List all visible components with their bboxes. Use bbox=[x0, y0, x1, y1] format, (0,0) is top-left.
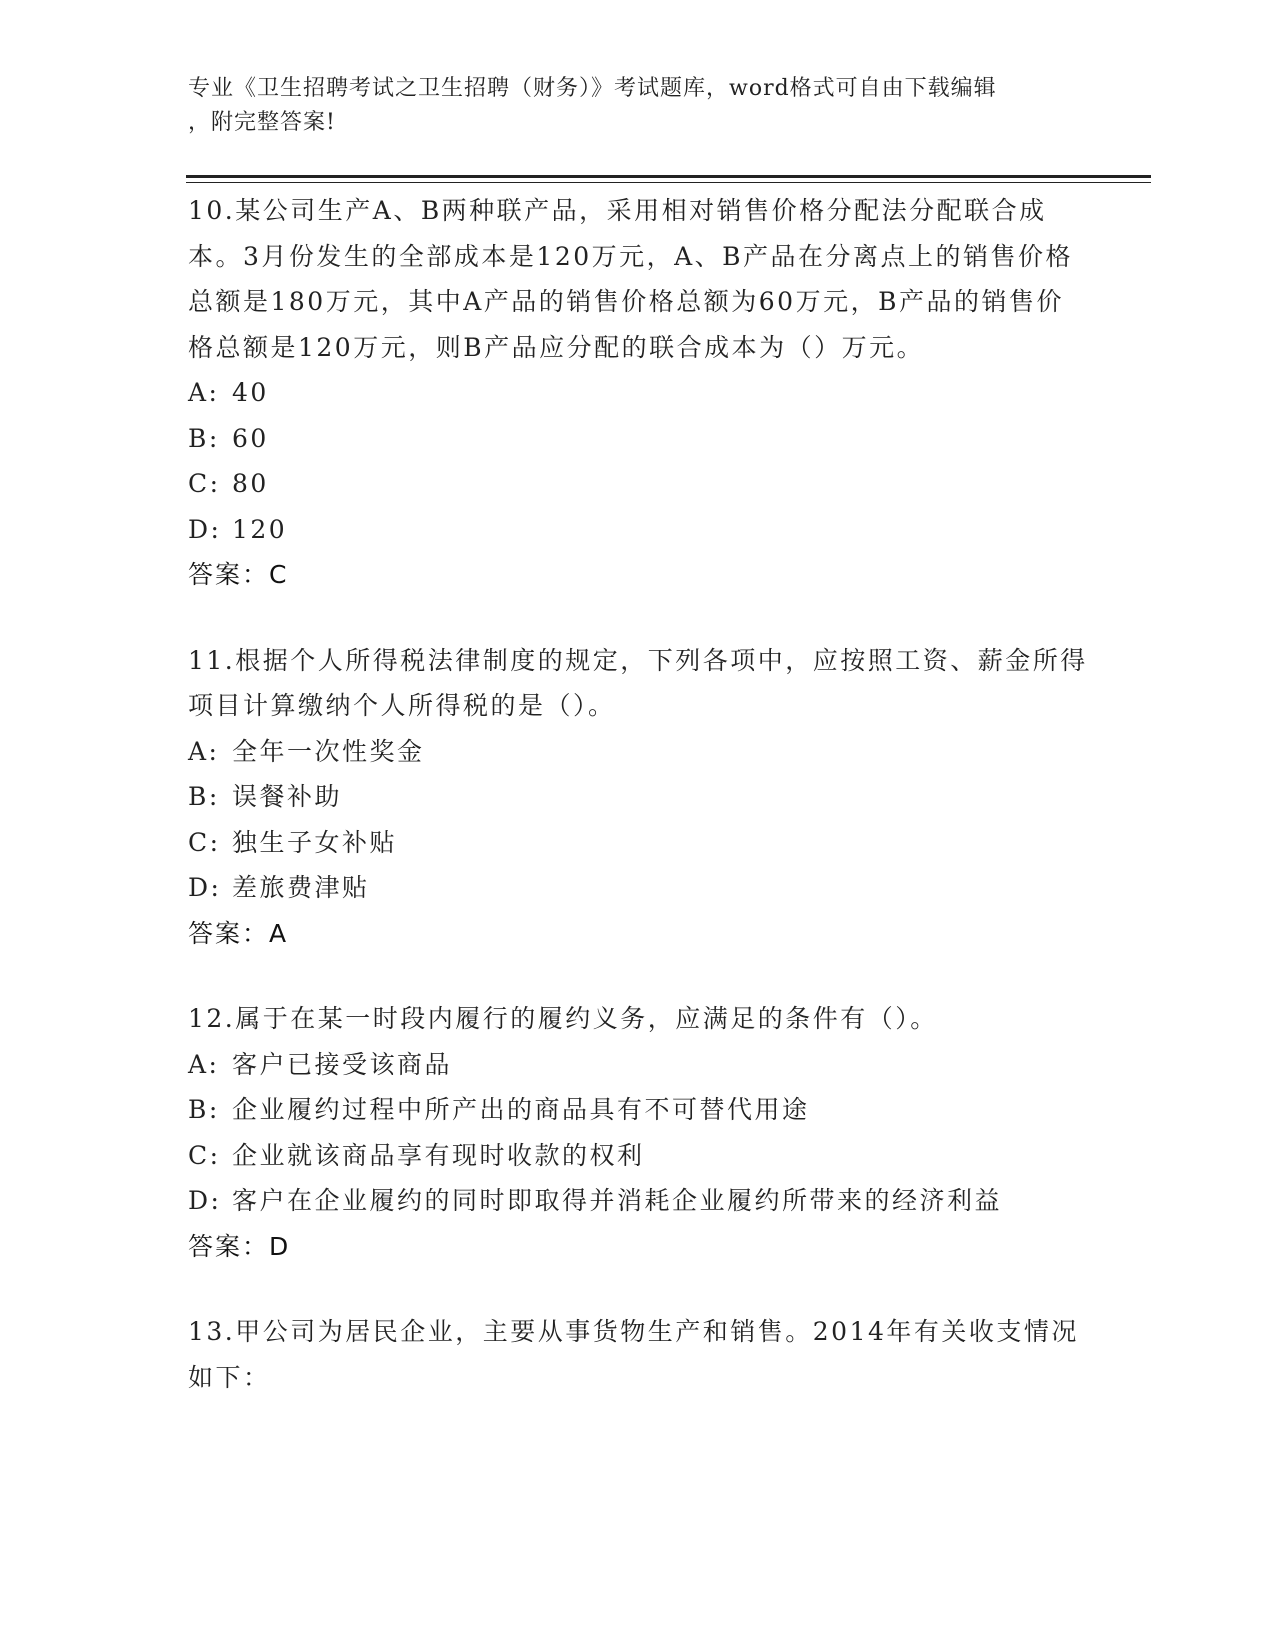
answer-line: 答案：C bbox=[188, 560, 289, 589]
option-text: 客户在企业履约的同时即取得并消耗企业履约所带来的经济利益 bbox=[232, 1186, 1003, 1215]
question-12 bbox=[188, 996, 1088, 1269]
question-stem: 11.根据个人所得税法律制度的规定，下列各项中，应按照工资、薪金所得项目计算缴纳个人所得税的是（）。 bbox=[188, 645, 1088, 720]
option-letter: B: bbox=[188, 1095, 220, 1124]
option-d bbox=[188, 507, 1088, 553]
option-text: 120 bbox=[232, 514, 288, 544]
option-b bbox=[188, 1087, 1088, 1133]
option-text: 客户已接受该商品 bbox=[232, 1049, 453, 1079]
option-text: 独生子女补贴 bbox=[232, 827, 398, 857]
option-c bbox=[188, 820, 1088, 866]
option-letter: D: bbox=[188, 514, 222, 544]
option-text: 误餐补助 bbox=[232, 782, 343, 811]
question-stem: 13.甲公司为居民企业，主要从事货物生产和销售。2014年有关收支情况如下： bbox=[188, 1317, 1079, 1392]
option-text: 企业就该商品享有现时收款的权利 bbox=[232, 1140, 645, 1170]
option-a bbox=[188, 370, 1088, 416]
answer-line: 答案：A bbox=[188, 918, 289, 948]
option-b bbox=[188, 774, 1088, 820]
option-letter: C: bbox=[188, 469, 221, 498]
option-letter: D: bbox=[188, 1186, 222, 1215]
option-letter: A: bbox=[188, 1049, 220, 1079]
option-letter: C: bbox=[188, 1140, 221, 1170]
option-text: 40 bbox=[232, 378, 269, 407]
option-text: 全年一次性奖金 bbox=[232, 736, 425, 766]
option-letter: B: bbox=[188, 423, 220, 453]
header-line-1: 专业《卫生招聘考试之卫生招聘（财务）》考试题库，word格式可自由下载编辑 bbox=[188, 76, 997, 101]
question-10 bbox=[188, 188, 1088, 598]
option-text: 60 bbox=[232, 423, 269, 453]
option-c bbox=[188, 1133, 1088, 1179]
question-stem: 10.某公司生产A、B两种联产品，采用相对销售价格分配法分配联合成本。3月份发生的全部成本是120万元，A、B产品在分离点上的销售价格总额是180万元，其中A产品的销售价格总额为60万元，B产品的销售价格总额是120万元，则B产品应分配的联合成本为（）万元。 bbox=[188, 196, 1074, 362]
header-divider-thin bbox=[186, 182, 1151, 183]
option-c bbox=[188, 461, 1088, 507]
option-a bbox=[188, 729, 1088, 775]
option-b bbox=[188, 416, 1088, 462]
question-stem: 12.属于在某一时段内履行的履约义务，应满足的条件有（）。 bbox=[188, 1004, 938, 1033]
option-letter: A: bbox=[188, 736, 220, 766]
option-letter: A: bbox=[188, 378, 220, 407]
option-d bbox=[188, 1178, 1088, 1224]
option-letter: C: bbox=[188, 827, 221, 857]
option-letter: B: bbox=[188, 782, 220, 811]
question-list bbox=[188, 188, 1088, 1440]
answer-line: 答案：D bbox=[188, 1231, 291, 1261]
option-letter: D: bbox=[188, 873, 222, 902]
header-divider-thick bbox=[186, 175, 1151, 178]
question-11 bbox=[188, 638, 1088, 957]
option-text: 企业履约过程中所产出的商品具有不可替代用途 bbox=[232, 1095, 810, 1124]
question-13 bbox=[188, 1309, 1088, 1400]
option-d bbox=[188, 865, 1088, 911]
option-a bbox=[188, 1042, 1088, 1088]
header-line-2: ，附完整答案! bbox=[188, 110, 336, 135]
option-text: 差旅费津贴 bbox=[232, 873, 370, 902]
document-header bbox=[188, 72, 1068, 140]
option-text: 80 bbox=[232, 469, 269, 498]
